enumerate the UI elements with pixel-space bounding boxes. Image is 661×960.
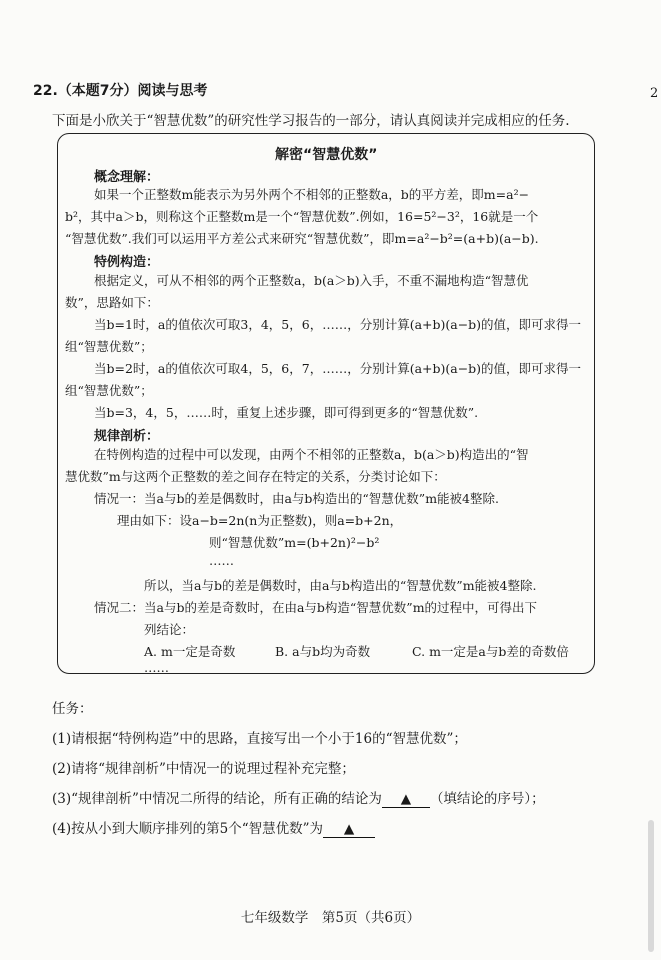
question-title: 22.（本题7分）阅读与思考 <box>33 83 208 99</box>
case-one: 情况一：当a与b的差是偶数时，由a与b构造出的“智慧优数”m能被4整除. <box>94 491 499 506</box>
concept-heading: 概念理解： <box>94 170 160 185</box>
option-a: A. m一定是奇数 <box>144 644 236 659</box>
example-line-2: 数”，思路如下： <box>65 295 159 310</box>
scrollbar[interactable] <box>648 820 654 952</box>
task-3-answer-blank: ▲ <box>382 791 430 808</box>
concept-line-1: 如果一个正整数m能表示为另外两个不相邻的正整数a，b的平方差，即m=a²− <box>94 187 530 202</box>
example-line-1: 根据定义，可从不相邻的两个正整数a，b(a＞b)入手，不重不漏地构造“智慧优 <box>94 273 529 288</box>
example-line-5: 当b=2时，a的值依次可取4，5，6，7，……，分别计算(a+b)(a−b)的值，即可求得一 <box>94 361 582 376</box>
example-line-3: 当b=1时，a的值依次可取3，4，5，6，……，分别计算(a+b)(a−b)的值，即可求得一 <box>94 317 582 332</box>
concept-line-2: b²，其中a＞b，则称这个正整数m是一个“智慧优数”.例如，16=5²−3²，16就是一个 <box>65 209 539 224</box>
option-c: C. m一定是a与b差的奇数倍 <box>412 644 569 659</box>
report-box-title: 解密“智慧优数” <box>275 147 378 163</box>
task-1: (1)请根据“特例构造”中的思路，直接写出一个小于16的“智慧优数”； <box>52 731 467 747</box>
page-footer: 七年级数学 第5页（共6页） <box>240 910 421 926</box>
case-one-conclusion: 所以，当a与b的差是偶数时，由a与b构造出的“智慧优数”m能被4整除. <box>144 578 537 593</box>
reason-line-2: 则“智慧优数”m=(b+2n)²−b² <box>209 535 380 550</box>
example-line-7: 当b=3，4，5，……时，重复上述步骤，即可得到更多的“智慧优数”. <box>94 405 479 420</box>
rule-heading: 规律剖析： <box>94 429 160 444</box>
case-two-line-2: 列结论： <box>144 622 195 637</box>
reason-line-1: 理由如下：设a−b=2n(n为正整数)，则a=b+2n， <box>117 513 403 528</box>
option-b: B. a与b均为奇数 <box>275 644 371 659</box>
task-3-text: (3)“规律剖析”中情况二所得的结论，所有正确的结论为 <box>52 791 382 807</box>
task-2: (2)请将“规律剖析”中情况一的说理过程补充完整； <box>52 761 355 777</box>
page-edge-number: 2 <box>650 86 659 101</box>
example-line-6: 组“智慧优数”； <box>65 383 153 398</box>
task-3 <box>52 787 545 808</box>
task-4-answer-blank: ▲ <box>323 821 375 838</box>
reason-ellipsis: …… <box>209 553 234 568</box>
tasks-heading: 任务： <box>52 701 93 717</box>
task-3-note: （填结论的序号）； <box>429 791 545 807</box>
question-intro: 下面是小欣关于“智慧优数”的研究性学习报告的一部分，请认真阅读并完成相应的任务. <box>52 113 570 129</box>
rule-line-2: 慧优数”m与这两个正整数的差之间存在特定的关系，分类讨论如下： <box>65 469 446 484</box>
option-ellipsis: …… <box>144 660 169 675</box>
case-two-line-1: 情况二：当a与b的差是奇数时，在由a与b构造“智慧优数”m的过程中，可得出下 <box>94 600 538 615</box>
example-line-4: 组“智慧优数”； <box>65 339 153 354</box>
task-4 <box>52 817 375 838</box>
concept-line-3: “智慧优数”.我们可以运用平方差公式来研究“智慧优数”，即m=a²−b²=(a+b)(a−b). <box>65 231 539 246</box>
task-4-text: (4)按从小到大顺序排列的第5个“智慧优数”为 <box>52 821 324 837</box>
example-heading: 特例构造： <box>94 255 160 270</box>
rule-line-1: 在特例构造的过程中可以发现，由两个不相邻的正整数a，b(a＞b)构造出的“智 <box>94 447 529 462</box>
